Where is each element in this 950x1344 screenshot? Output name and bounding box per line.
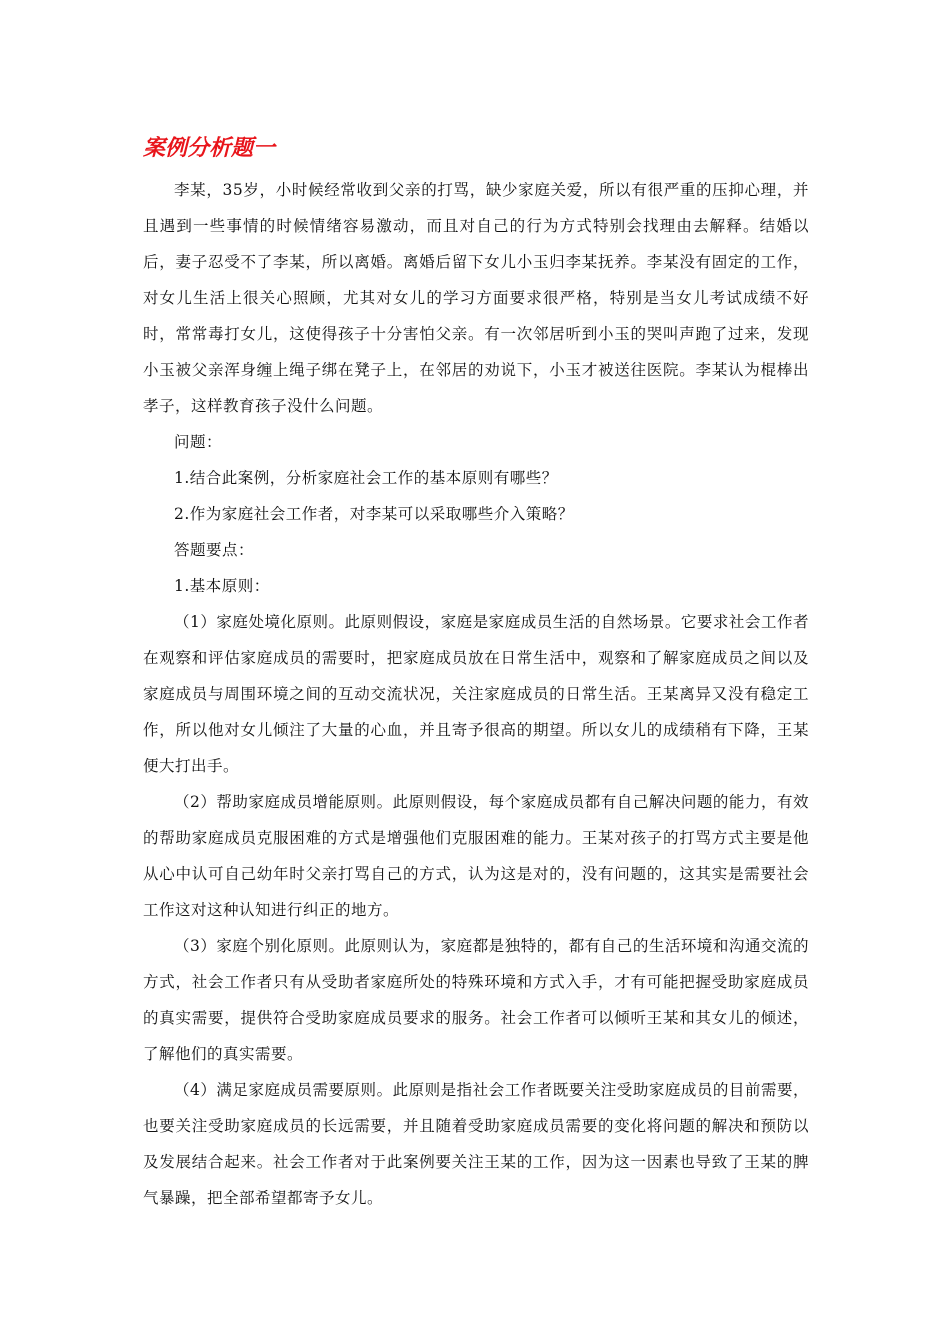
answer-label: 答题要点： [174, 541, 255, 559]
question-2: 2.作为家庭社会工作者，对李某可以采取哪些介入策略？ [174, 505, 574, 523]
principle-3-paragraph: （3）家庭个别化原则。此原则认为，家庭都是独特的，都有自己的生活环境和沟通交流的方式，社会工作者只有从受助者家庭所处的特殊环境和方式入手，才有可能把握受助家庭成员的真实需要，提供符合受助家庭成员要求的服务。社会工作者可以倾听王某和其女儿的倾述，了解他们的真实需要。 [143, 937, 809, 1063]
principle-2-paragraph: （2）帮助家庭成员增能原则。此原则假设，每个家庭成员都有自己解决问题的能力，有效的帮助家庭成员克服困难的方式是增强他们克服困难的能力。王某对孩子的打骂方式主要是他从心中认可自己幼年时父亲打骂自己的方式，认为这是对的，没有问题的，这其实是需要社会工作这对这种认知进行纠正的地方。 [143, 793, 809, 919]
page-title: 案例分析题一 [143, 136, 276, 161]
case-paragraph: 李某，35岁，小时候经常收到父亲的打骂，缺少家庭关爱，所以有很严重的压抑心理，并且遇到一些事情的时候情绪容易激动，而且对自己的行为方式特别会找理由去解释。结婚以后，妻子忍受不了李某，所以离婚。离婚后留下女儿小玉归李某抚养。李某没有固定的工作，对女儿生活上很关心照顾，尤其对女儿的学习方面要求很严格，特别是当女儿考试成绩不好时，常常毒打女儿，这使得孩子十分害怕父亲。有一次邻居听到小玉的哭叫声跑了过来，发现小玉被父亲浑身缠上绳子绑在凳子上，在邻居的劝说下，小玉才被送往医院。李某认为棍棒出孝子，这样教育孩子没什么问题。 [143, 181, 809, 415]
principle-4-paragraph: （4）满足家庭成员需要原则。此原则是指社会工作者既要关注受助家庭成员的目前需要，也要关注受助家庭成员的长远需要，并且随着受助家庭成员需要的变化将问题的解决和预防以及发展结合起来。社会工作者对于此案例要关注王某的工作，因为这一因素也导致了王某的脾气暴躁，把全部希望都寄予女儿。 [143, 1081, 809, 1207]
principle-1-paragraph: （1）家庭处境化原则。此原则假设，家庭是家庭成员生活的自然场景。它要求社会工作者在观察和评估家庭成员的需要时，把家庭成员放在日常生活中，观察和了解家庭成员之间以及家庭成员与周围环境之间的互动交流状况，关注家庭成员的日常生活。王某离异又没有稳定工作，所以他对女儿倾注了大量的心血，并且寄予很高的期望。所以女儿的成绩稍有下降，王某便大打出手。 [143, 613, 809, 775]
document-body [143, 132, 809, 1216]
question-1: 1.结合此案例，分析家庭社会工作的基本原则有哪些？ [174, 469, 558, 487]
answer-heading-1: 1.基本原则： [174, 577, 270, 595]
questions-label: 问题： [174, 433, 223, 451]
